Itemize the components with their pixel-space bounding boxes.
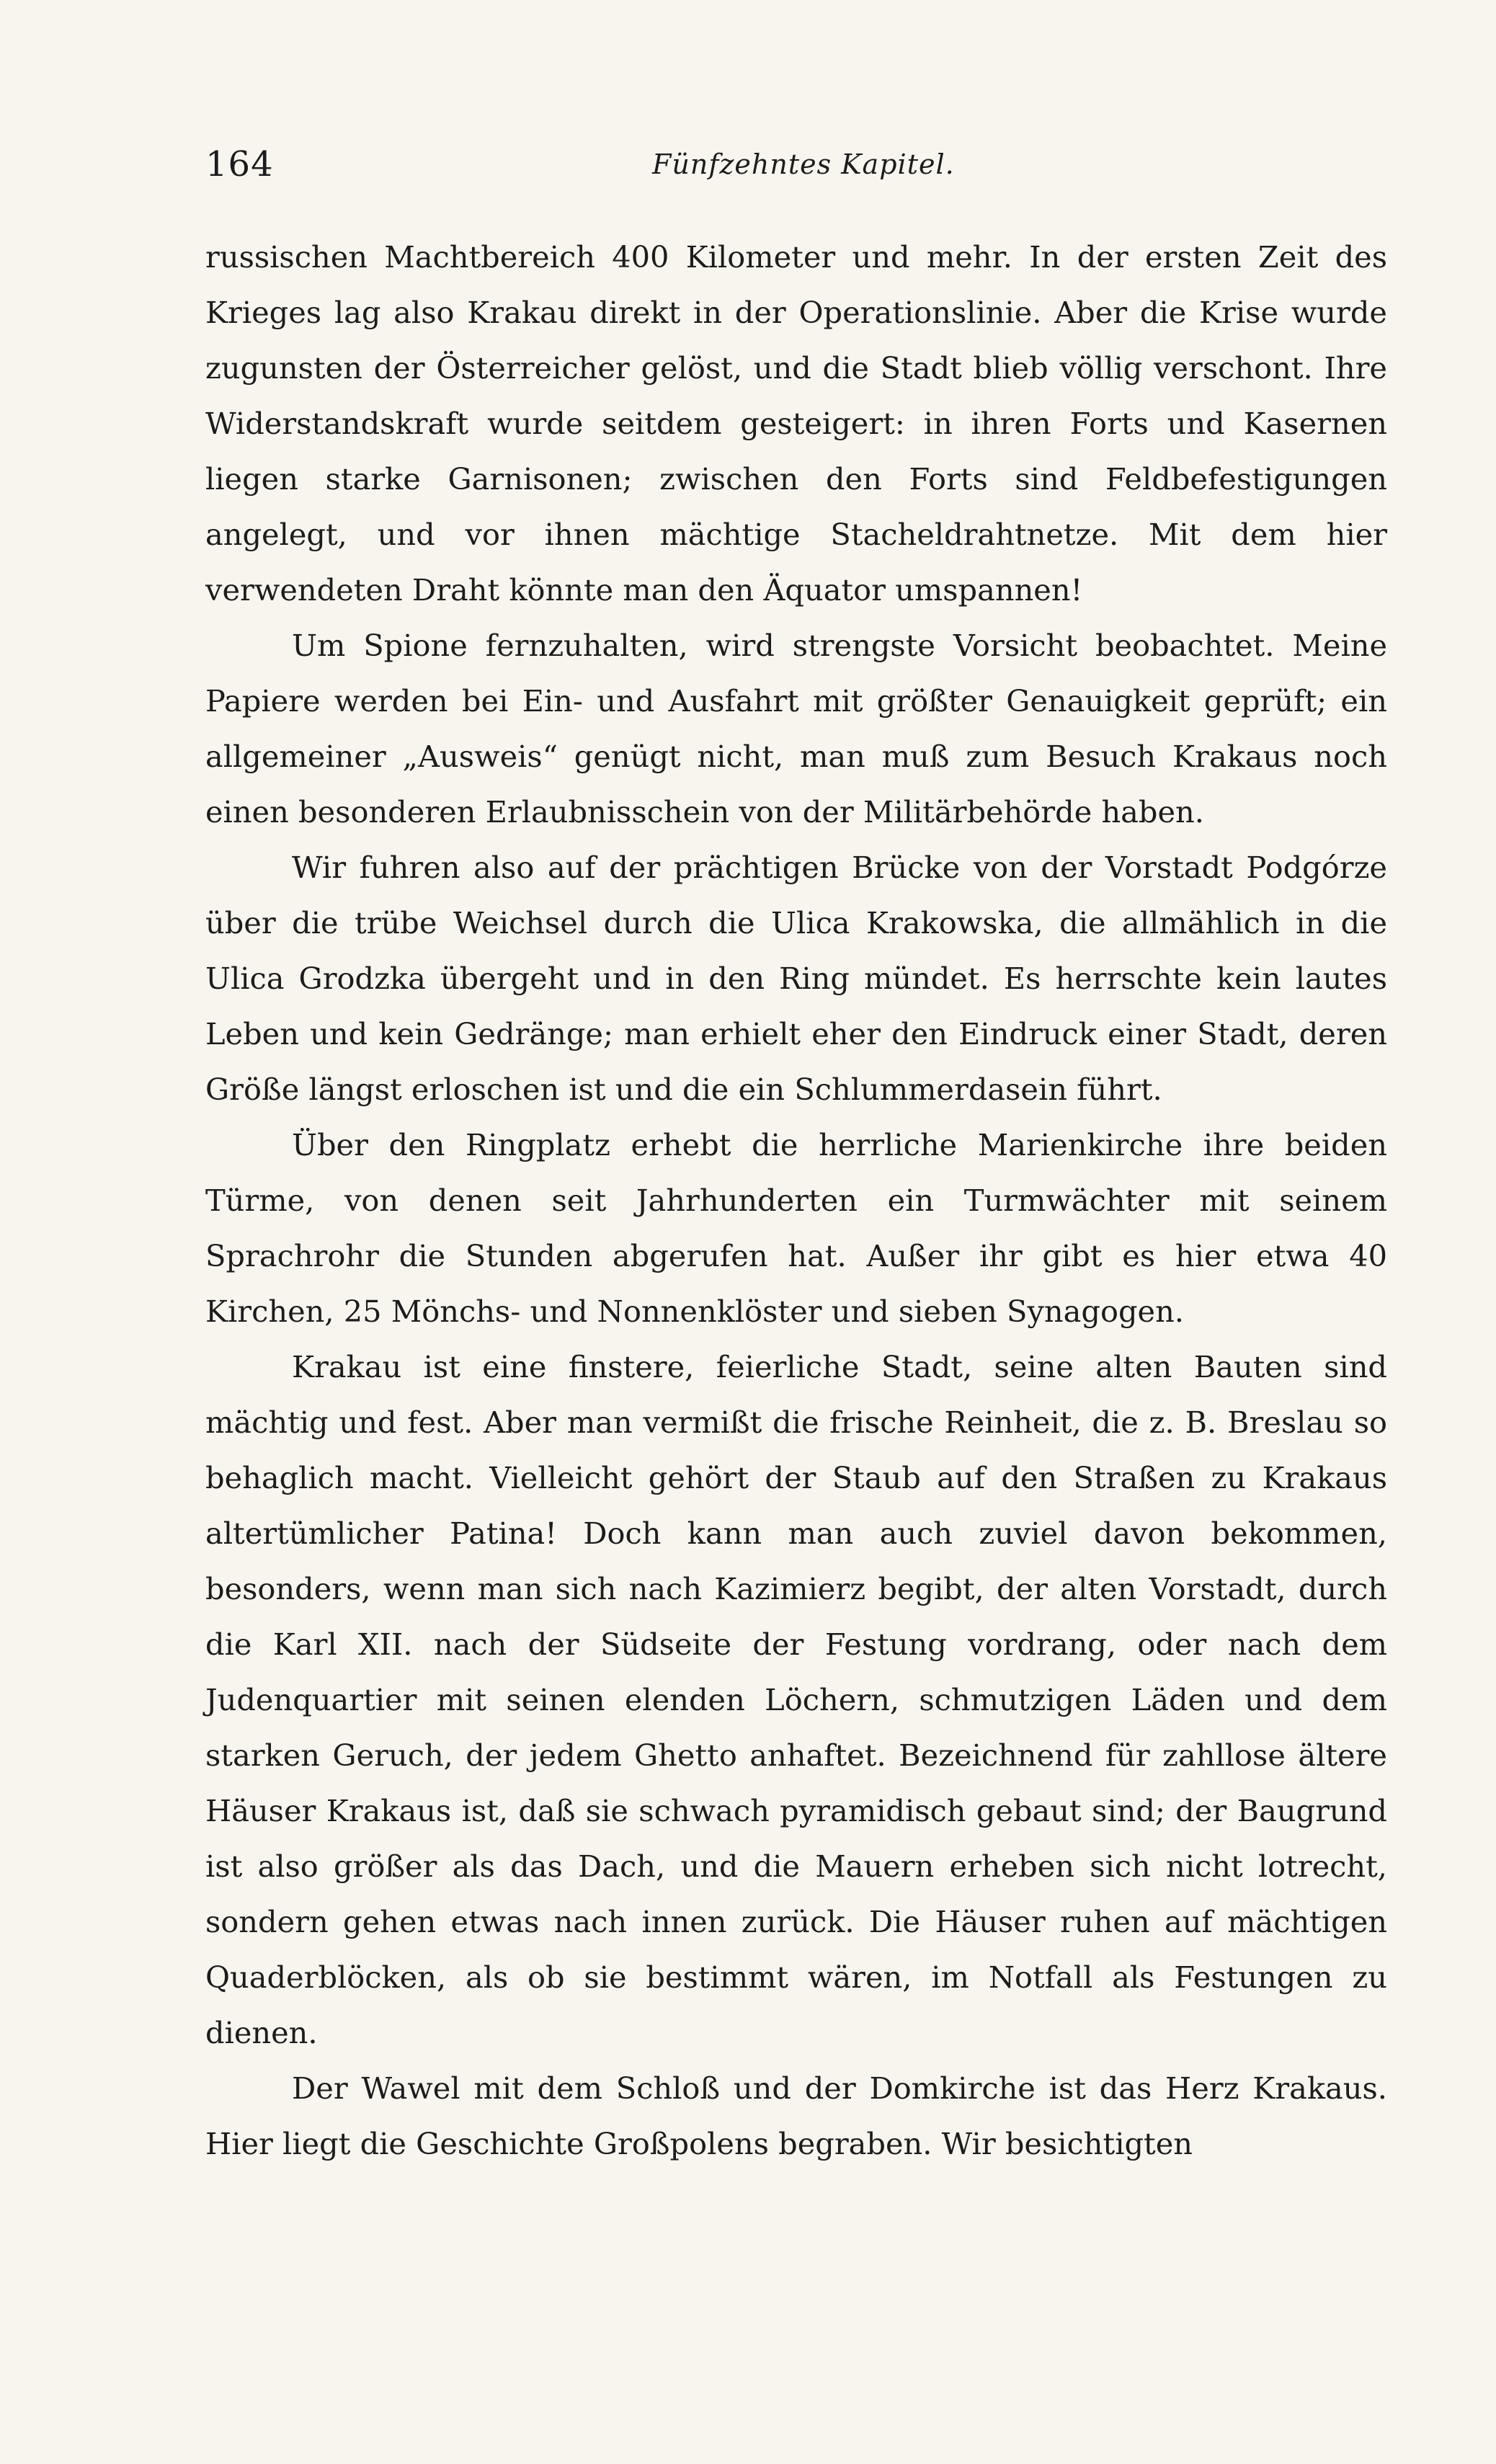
page-header xyxy=(205,144,1387,195)
body-text xyxy=(205,229,1387,2171)
page-number: 164 xyxy=(205,144,274,184)
running-title: Fünfzehntes Kapitel. xyxy=(652,148,955,180)
paragraph: Wir fuhren also auf der prächtigen Brücke von der Vorstadt Podgórze über die trübe Weichsel durch die Ulica Krakowska, die allmählich in die Ulica Grodzka übergeht und in den Ring mündet. Es herrschte kein lautes Leben und kein Gedränge; man erhielt eher den Eindruck einer Stadt, deren Größe längst erloschen ist und die ein Schlummerdasein führt. xyxy=(205,850,1387,1107)
paragraph: Um Spione fernzuhalten, wird strengste Vorsicht beobachtet. Meine Papiere werden bei Ein- und Ausfahrt mit größter Genauigkeit geprüft; ein allgemeiner „Ausweis“ genügt nicht, man muß zum Besuch Krakaus noch einen besonderen Erlaubnisschein von der Militärbehörde haben. xyxy=(205,628,1387,830)
paragraph: russischen Machtbereich 400 Kilometer und mehr. In der ersten Zeit des Krieges lag also Krakau direkt in der Operationslinie. Aber die Krise wurde zugunsten der Österreicher gelöst, und die Stadt blieb völlig verschont. Ihre Widerstandskraft wurde seitdem gesteigert: in ihren Forts und Kasernen liegen starke Garnisonen; zwischen den Forts sind Feldbefestigungen angelegt, und vor ihnen mächtige Stacheldrahtnetze. Mit dem hier verwendeten Draht könnte man den Äquator umspannen! xyxy=(205,239,1387,608)
paragraph: Über den Ringplatz erhebt die herrliche Marienkirche ihre beiden Türme, von denen seit Jahrhunderten ein Turmwächter mit seinem Sprachrohr die Stunden abgerufen hat. Außer ihr gibt es hier etwa 40 Kirchen, 25 Mönchs- und Nonnenklöster und sieben Synagogen. xyxy=(205,1127,1387,1329)
paragraph: Der Wawel mit dem Schloß und der Domkirche ist das Herz Krakaus. Hier liegt die Geschichte Großpolens begraben. Wir besichtigten xyxy=(205,2071,1387,2161)
paragraph: Krakau ist eine finstere, feierliche Stadt, seine alten Bauten sind mächtig und fest. Aber man vermißt die frische Reinheit, die z. B. Breslau so behaglich macht. Vielleicht gehört der Staub auf den Straßen zu Krakaus altertümlicher Patina! Doch kann man auch zuviel davon bekommen, besonders, wenn man sich nach Kazimierz begibt, der alten Vorstadt, durch die Karl XII. nach der Südseite der Festung vordrang, oder nach dem Judenquartier mit seinen elenden Löchern, schmutzigen Läden und dem starken Geruch, der jedem Ghetto anhaftet. Bezeichnend für zahllose ältere Häuser Krakaus ist, daß sie schwach pyramidisch gebaut sind; der Baugrund ist also größer als das Dach, und die Mauern erheben sich nicht lotrecht, sondern gehen etwas nach innen zurück. Die Häuser ruhen auf mächtigen Quaderblöcken, als ob sie bestimmt wären, im Notfall als Festungen zu dienen. xyxy=(205,1349,1387,2050)
